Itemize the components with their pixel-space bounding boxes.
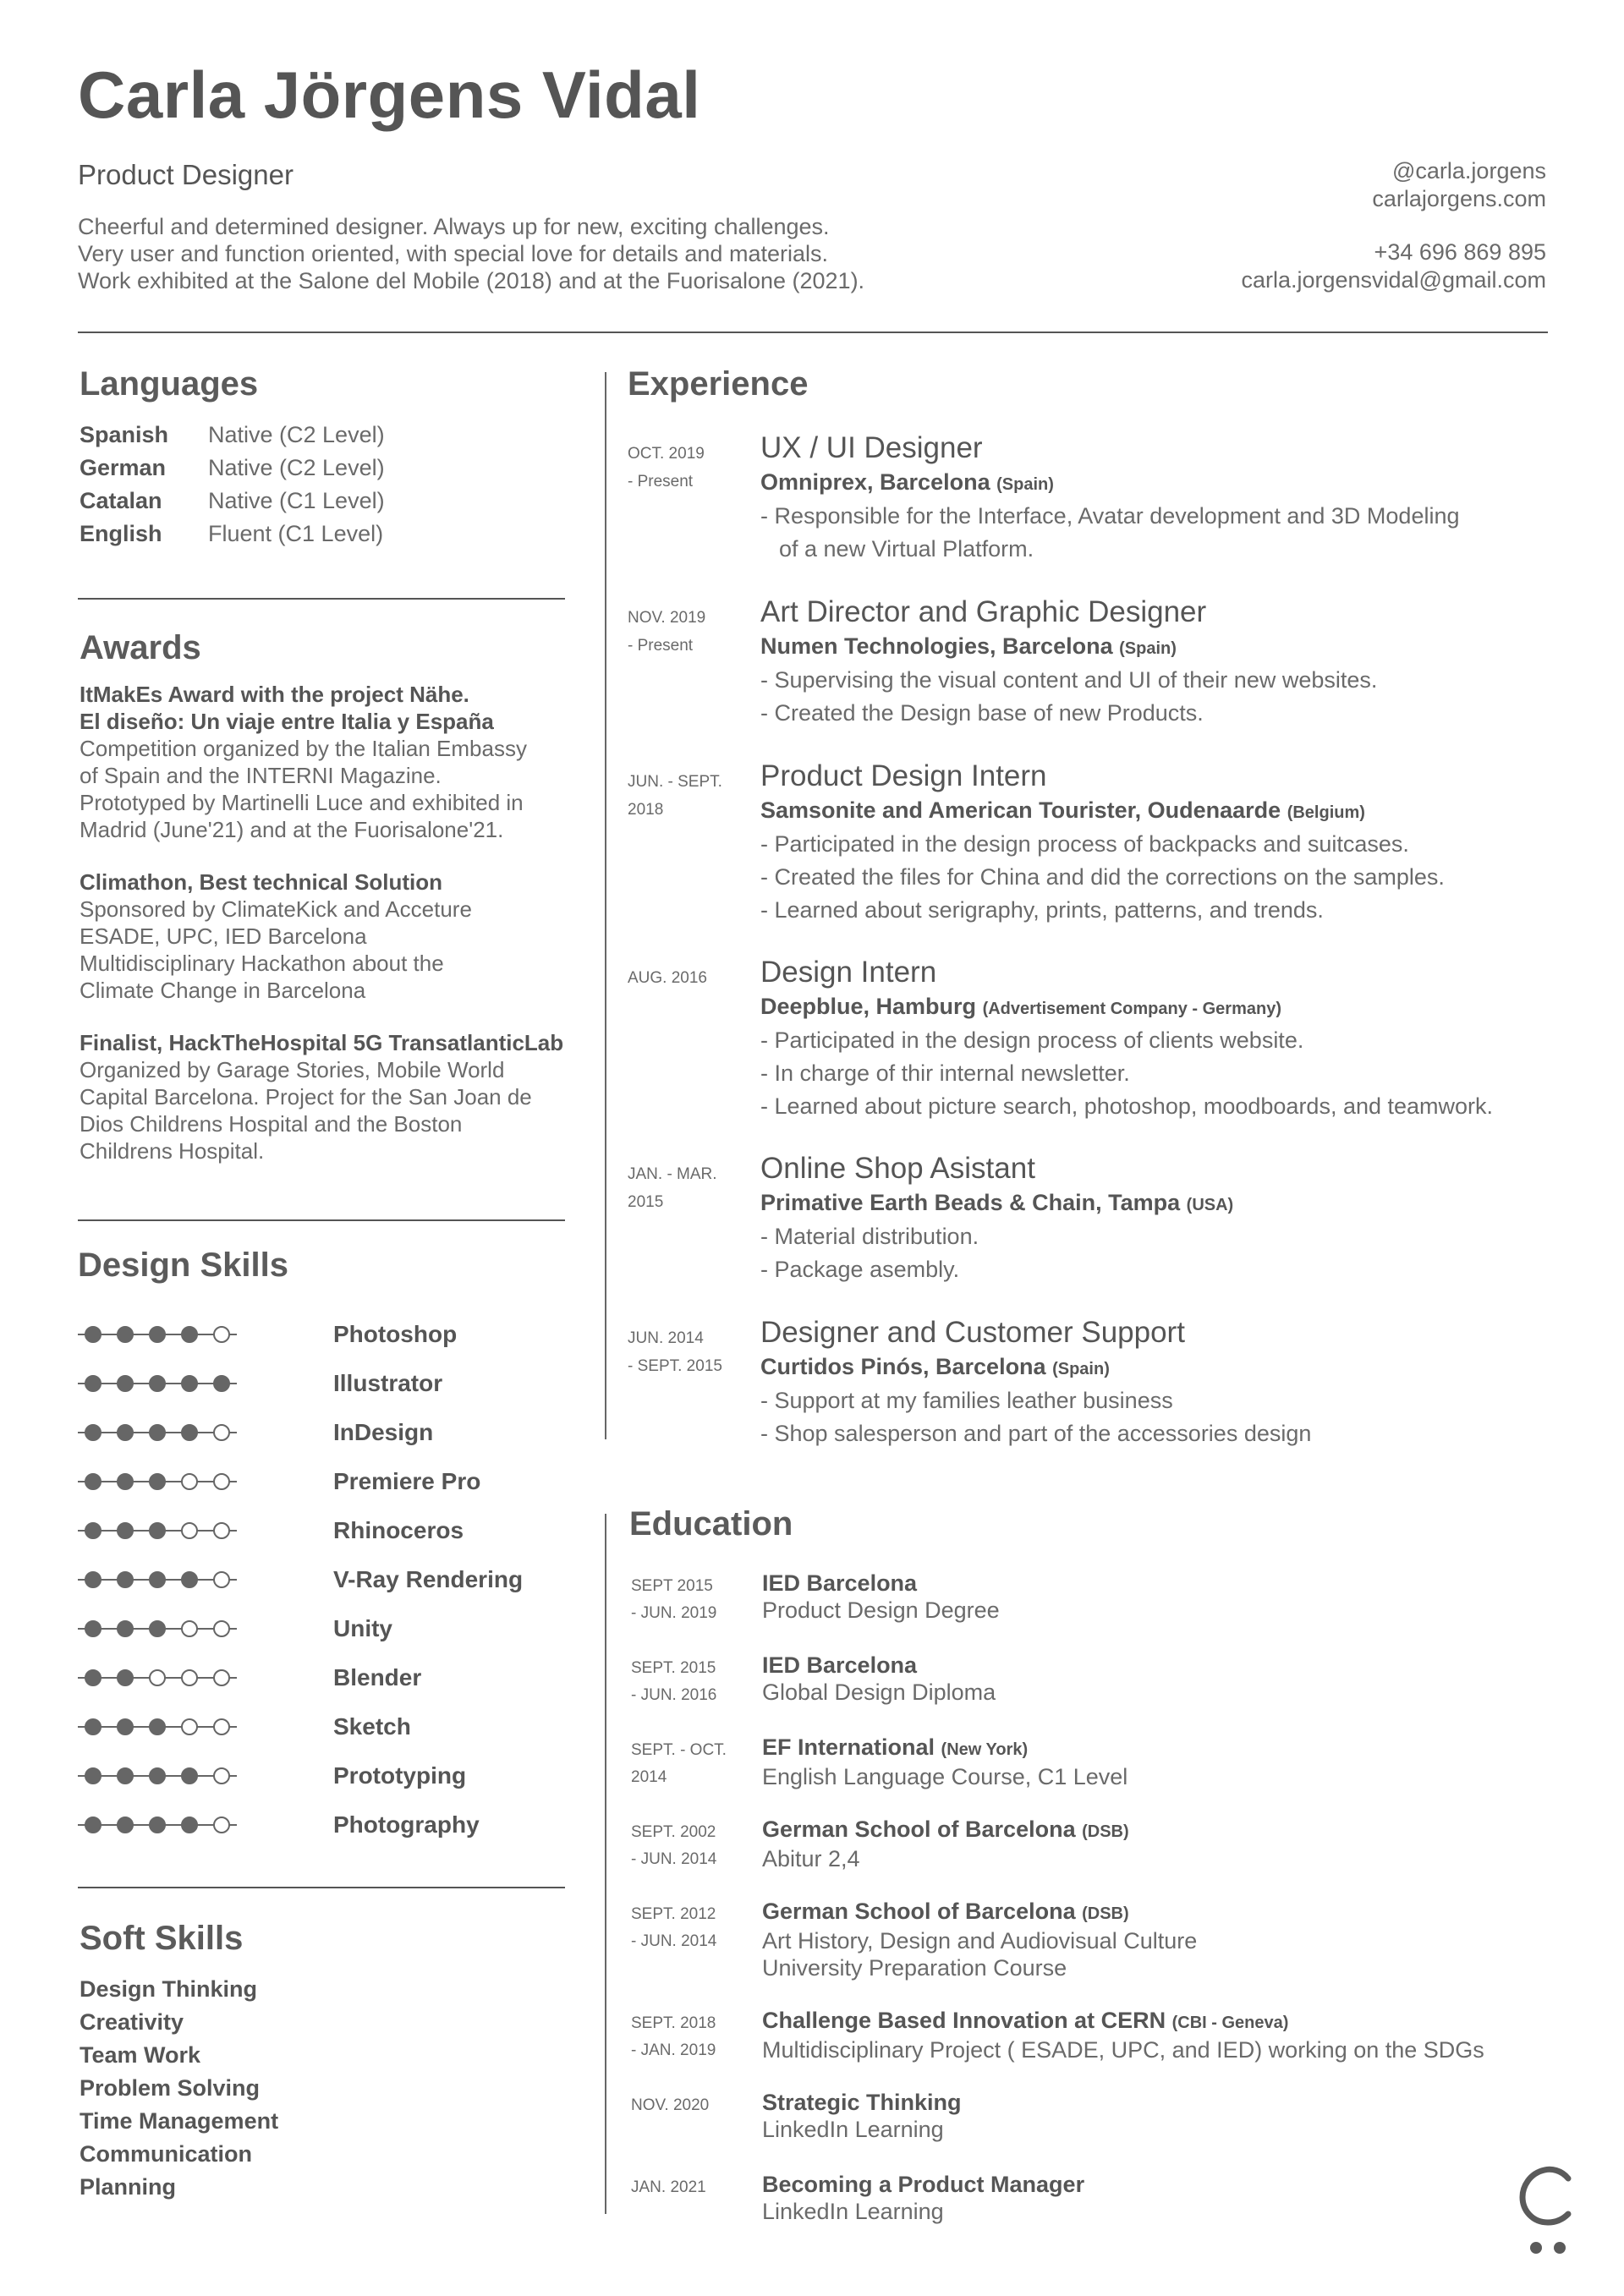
experience-bullet: - Shop salesperson and part of the accessories design <box>760 1421 1312 1446</box>
candidate-name: Carla Jörgens Vidal <box>78 58 701 132</box>
job-title: Product Design Intern <box>760 759 1047 792</box>
rating-dot-filled <box>85 1571 102 1588</box>
education-body <box>762 2089 1566 2143</box>
design-skills-list <box>78 1310 523 1849</box>
section-title: Soft Skills <box>80 1920 244 1957</box>
date-line: JUN. 2014 <box>628 1329 704 1347</box>
tagline <box>78 213 864 294</box>
rating-dot-filled <box>85 1767 102 1784</box>
date-line: - JUN. 2014 <box>631 1850 717 1868</box>
award-description: Competition organized by the Italian Embassy <box>80 736 527 761</box>
education-title: Education <box>629 1505 793 1543</box>
rating-dot-filled <box>85 1375 102 1392</box>
school <box>762 1898 1566 1927</box>
education-date <box>631 2174 749 2201</box>
education-body <box>762 2171 1566 2225</box>
date-line: - JUN. 2014 <box>631 1932 717 1950</box>
education-detail: Product Design Degree <box>762 1597 1000 1623</box>
section-divider <box>78 1887 565 1888</box>
date-line: 2015 <box>628 1193 664 1211</box>
tagline-line: Very user and function oriented, with special love for details and materials. <box>78 241 828 266</box>
award-description: Sponsored by ClimateKick and Acceture <box>80 896 472 922</box>
skill-row <box>78 1310 523 1359</box>
education-date <box>631 2010 749 2064</box>
award-title: Finalist, HackTheHospital 5G TransatlanticLab <box>80 1030 564 1055</box>
date-line: - JUN. 2016 <box>631 1686 717 1704</box>
section-title: Design Skills <box>78 1247 288 1284</box>
soft-skill: Team Work <box>80 2042 201 2068</box>
date-line: - SEPT. 2015 <box>628 1357 722 1375</box>
company-location: (Spain) <box>1052 1360 1110 1378</box>
language-name: Catalan <box>80 488 162 513</box>
experience-bullet: - Learned about serigraphy, prints, patterns, and trends. <box>760 897 1324 923</box>
education-detail: LinkedIn Learning <box>762 2199 944 2224</box>
date-line: AUG. 2016 <box>628 969 707 987</box>
phone-number[interactable]: +34 696 869 895 <box>1374 239 1546 265</box>
experience-body <box>760 594 1564 730</box>
experience-bullet: - Responsible for the Interface, Avatar development and 3D Modeling <box>760 503 1460 529</box>
rating-dot-empty <box>213 1669 230 1686</box>
rating-dot-filled <box>85 1620 102 1637</box>
education-detail: Multidisciplinary Project ( ESADE, UPC, and IED) working on the SDGs <box>762 2037 1484 2063</box>
school-name: German School of Barcelona <box>762 1899 1076 1924</box>
experience-title: Experience <box>628 365 809 403</box>
design-skills-section <box>78 1247 523 1849</box>
date-line: SEPT. 2002 <box>631 1823 716 1841</box>
school-location: (DSB) <box>1082 1904 1129 1923</box>
date-line: NOV. 2020 <box>631 2096 710 2114</box>
experience-body <box>760 1314 1564 1450</box>
skill-row <box>78 1359 523 1408</box>
education-body <box>762 1570 1566 1624</box>
soft-skill: Problem Solving <box>80 2075 261 2101</box>
language-row <box>80 419 385 452</box>
rating-dot-empty <box>213 1718 230 1735</box>
rating-dot-filled <box>149 1620 166 1637</box>
language-level: Fluent (C1 Level) <box>208 521 384 546</box>
school-name: German School of Barcelona <box>762 1817 1076 1842</box>
rating-dot-filled <box>149 1718 166 1735</box>
company-name: Curtidos Pinós, Barcelona <box>760 1354 1046 1379</box>
rating-dot-empty <box>181 1473 198 1490</box>
school-name: Becoming a Product Manager <box>762 2172 1085 2197</box>
column-divider <box>605 1514 606 2214</box>
rating-dot-filled <box>117 1669 134 1686</box>
section-title: Awards <box>80 629 201 666</box>
language-row <box>80 452 385 485</box>
languages-section <box>80 365 385 551</box>
education-date <box>631 2092 749 2119</box>
rating-dot-filled <box>213 1375 230 1392</box>
skill-rating <box>78 1472 237 1491</box>
company-name: Deepblue, Hamburg <box>760 994 977 1019</box>
rating-dot-empty <box>213 1767 230 1784</box>
award-title: El diseño: Un viaje entre Italia y España <box>80 709 494 734</box>
skill-row <box>78 1408 523 1457</box>
rating-dot-filled <box>117 1718 134 1735</box>
date-line: SEPT. 2012 <box>631 1905 716 1923</box>
date-line: OCT. 2019 <box>628 445 705 463</box>
rating-dot-filled <box>181 1571 198 1588</box>
language-level: Native (C2 Level) <box>208 422 385 447</box>
rating-dot-filled <box>181 1326 198 1343</box>
education-body <box>762 1734 1566 1790</box>
skill-row <box>78 1555 523 1604</box>
date-line: 2018 <box>628 801 664 819</box>
skill-row <box>78 1702 523 1751</box>
skill-rating <box>78 1570 237 1589</box>
rating-dot-filled <box>149 1424 166 1441</box>
job-title: Design Intern <box>760 956 937 989</box>
date-line: - Present <box>628 637 694 655</box>
skill-rating <box>78 1423 237 1442</box>
rating-dot-empty <box>213 1326 230 1343</box>
rating-dot-filled <box>117 1817 134 1833</box>
soft-skill: Communication <box>80 2141 253 2167</box>
skill-rating <box>78 1767 237 1785</box>
rating-dot-filled <box>85 1817 102 1833</box>
skill-name: Sketch <box>333 1713 411 1740</box>
rating-dot-filled <box>117 1473 134 1490</box>
rating-dot-empty <box>213 1571 230 1588</box>
award-description: Dios Childrens Hospital and the Boston <box>80 1111 463 1137</box>
date-line: SEPT 2015 <box>631 1577 713 1595</box>
award-item <box>80 1029 587 1164</box>
skill-name: V-Ray Rendering <box>333 1566 524 1592</box>
company-location: (USA) <box>1186 1196 1234 1214</box>
experience-date <box>628 964 746 992</box>
experience-bullet: - Supervising the visual content and UI of their new websites. <box>760 667 1378 693</box>
experience-bullet: - Created the Design base of new Products. <box>760 700 1204 726</box>
rating-dot-empty <box>213 1473 230 1490</box>
date-line: NOV. 2019 <box>628 609 706 627</box>
skill-row <box>78 1604 523 1653</box>
education-date <box>631 1901 749 1955</box>
experience-date <box>628 440 746 496</box>
date-line: SEPT. - OCT. <box>631 1741 727 1759</box>
company-name: Omniprex, Barcelona <box>760 469 990 495</box>
date-line: JUN. - SEPT. <box>628 773 722 791</box>
education-date <box>631 1819 749 1873</box>
company <box>760 1187 1564 1220</box>
company <box>760 467 1564 500</box>
contact-spacer <box>1241 213 1546 238</box>
education-detail: English Language Course, C1 Level <box>762 1764 1128 1789</box>
awards-list <box>80 681 587 1164</box>
company-location: (Spain) <box>1119 639 1177 658</box>
tagline-line: Work exhibited at the Salone del Mobile (2018) and at the Fuorisalone (2021). <box>78 268 865 293</box>
rating-dot-filled <box>117 1571 134 1588</box>
education-body <box>762 1816 1566 1872</box>
company <box>760 991 1564 1024</box>
skill-name: Photoshop <box>333 1321 458 1347</box>
rating-dot-filled <box>117 1424 134 1441</box>
experience-body <box>760 758 1564 927</box>
soft-skills-list <box>80 1973 278 2204</box>
tagline-line: Cheerful and determined designer. Always up for new, exciting challenges. <box>78 214 830 239</box>
award-description: Madrid (June'21) and at the Fuorisalone'21. <box>80 817 504 842</box>
date-line: - JUN. 2019 <box>631 1604 717 1622</box>
rating-dot-empty <box>181 1620 198 1637</box>
rating-dot-filled <box>85 1718 102 1735</box>
skill-name: Rhinoceros <box>333 1517 464 1543</box>
rating-dot-filled <box>85 1669 102 1686</box>
section-divider <box>78 1219 565 1221</box>
job-role: Product Designer <box>78 159 294 190</box>
school <box>762 2089 1566 2116</box>
skill-row <box>78 1506 523 1555</box>
skill-rating <box>78 1816 237 1834</box>
skill-row <box>78 1653 523 1702</box>
school-name: IED Barcelona <box>762 1570 918 1596</box>
job-title: UX / UI Designer <box>760 431 983 464</box>
skill-name: Prototyping <box>333 1762 467 1789</box>
experience-date <box>628 768 746 824</box>
soft-skills-section <box>80 1920 278 2204</box>
rating-dot-filled <box>117 1375 134 1392</box>
school <box>762 1734 1566 1763</box>
company-location: (Advertisement Company - Germany) <box>982 1000 1281 1018</box>
rating-dot-filled <box>117 1767 134 1784</box>
skill-rating <box>78 1521 237 1540</box>
skill-rating <box>78 1374 237 1393</box>
experience-bullet: - Material distribution. <box>760 1224 979 1249</box>
experience-bullet: of a new Virtual Platform. <box>779 536 1034 562</box>
rating-dot-filled <box>149 1375 166 1392</box>
language-level: Native (C1 Level) <box>208 488 385 513</box>
award-title: Climathon, Best technical Solution <box>80 869 443 895</box>
rating-dot-empty <box>149 1669 166 1686</box>
date-line: JAN. - MAR. <box>628 1165 717 1183</box>
award-item <box>80 869 587 1004</box>
skill-name: Photography <box>333 1811 480 1838</box>
skill-row <box>78 1800 523 1849</box>
experience-bullet: - Created the files for China and did the corrections on the samples. <box>760 864 1445 890</box>
languages-list <box>80 419 385 551</box>
school-location: (New York) <box>941 1740 1029 1759</box>
school-location: (DSB) <box>1082 1822 1129 1841</box>
job-title: Online Shop Asistant <box>760 1152 1035 1185</box>
date-line: 2014 <box>631 1768 667 1786</box>
award-title: ItMakEs Award with the project Nähe. <box>80 682 469 707</box>
soft-skill: Time Management <box>80 2108 279 2134</box>
soft-skill: Planning <box>80 2174 176 2200</box>
social-handle[interactable]: @carla.jorgens <box>1392 158 1546 184</box>
language-row <box>80 518 385 551</box>
skill-rating <box>78 1619 237 1638</box>
education-body <box>762 1652 1566 1706</box>
experience-date <box>628 1324 746 1380</box>
rating-dot-filled <box>181 1424 198 1441</box>
education-detail: Global Design Diploma <box>762 1680 996 1705</box>
award-description: of Spain and the INTERNI Magazine. <box>80 763 442 788</box>
skill-name: InDesign <box>333 1419 434 1445</box>
company-name: Primative Earth Beads & Chain, Tampa <box>760 1190 1181 1215</box>
skill-name: Blender <box>333 1664 422 1690</box>
date-line: - JAN. 2019 <box>631 2041 716 2059</box>
rating-dot-filled <box>85 1424 102 1441</box>
rating-dot-filled <box>181 1375 198 1392</box>
rating-dot-empty <box>213 1817 230 1833</box>
skill-row <box>78 1457 523 1506</box>
school <box>762 1570 1566 1597</box>
school-name: IED Barcelona <box>762 1652 918 1678</box>
section-title: Languages <box>80 365 259 403</box>
date-line: JAN. 2021 <box>631 2178 706 2196</box>
rating-dot-empty <box>181 1522 198 1539</box>
award-description: Capital Barcelona. Project for the San Joan de <box>80 1084 532 1110</box>
award-description: Organized by Garage Stories, Mobile World <box>80 1057 505 1082</box>
skill-rating <box>78 1325 237 1344</box>
rating-dot-empty <box>213 1522 230 1539</box>
soft-skill: Creativity <box>80 2009 184 2035</box>
education-body <box>762 2007 1566 2063</box>
rating-dot-filled <box>149 1326 166 1343</box>
school-location: (CBI - Geneva) <box>1171 2014 1289 2032</box>
language-name: Spanish <box>80 422 169 447</box>
monogram-logo-icon <box>1517 2165 1580 2258</box>
job-title: Art Director and Graphic Designer <box>760 595 1207 628</box>
award-item <box>80 681 587 843</box>
rating-dot-empty <box>181 1669 198 1686</box>
experience-date <box>628 1160 746 1216</box>
company <box>760 1351 1564 1384</box>
education-detail: Abitur 2,4 <box>762 1846 860 1871</box>
language-row <box>80 485 385 518</box>
experience-bullet: - Learned about picture search, photoshop, moodboards, and teamwork. <box>760 1093 1494 1119</box>
experience-date <box>628 604 746 660</box>
rating-dot-filled <box>149 1571 166 1588</box>
contact-block <box>1241 157 1546 294</box>
date-line: - Present <box>628 473 694 490</box>
rating-dot-filled <box>181 1817 198 1833</box>
award-description: Climate Change in Barcelona <box>80 978 366 1003</box>
skill-row <box>78 1751 523 1800</box>
rating-dot-filled <box>149 1522 166 1539</box>
awards-section <box>80 629 587 1190</box>
column-divider <box>605 372 606 1439</box>
experience-bullet: - Support at my families leather business <box>760 1388 1173 1413</box>
award-description: Multidisciplinary Hackathon about the <box>80 951 444 976</box>
experience-bullet: - In charge of thir internal newsletter. <box>760 1060 1130 1086</box>
language-level: Native (C2 Level) <box>208 455 385 480</box>
rating-dot-empty <box>213 1424 230 1441</box>
experience-body <box>760 430 1564 566</box>
section-divider <box>78 598 565 600</box>
award-description: Childrens Hospital. <box>80 1138 265 1164</box>
experience-bullet: - Package asembly. <box>760 1257 960 1282</box>
skill-name: Unity <box>333 1615 392 1641</box>
skill-rating <box>78 1718 237 1736</box>
company <box>760 795 1564 828</box>
rating-dot-filled <box>117 1522 134 1539</box>
website-link[interactable]: carlajorgens.com <box>1372 186 1546 211</box>
company-name: Numen Technologies, Barcelona <box>760 633 1113 659</box>
rating-dot-filled <box>117 1326 134 1343</box>
school-name: Strategic Thinking <box>762 2090 962 2115</box>
date-line: SEPT. 2015 <box>631 1659 716 1677</box>
education-detail: LinkedIn Learning <box>762 2117 944 2142</box>
company-location: (Belgium) <box>1287 803 1365 822</box>
school <box>762 1652 1566 1679</box>
award-description: ESADE, UPC, IED Barcelona <box>80 923 367 949</box>
experience-body <box>760 954 1564 1123</box>
experience-body <box>760 1150 1564 1286</box>
email-link[interactable]: carla.jorgensvidal@gmail.com <box>1241 267 1546 293</box>
education-detail: Art History, Design and Audiovisual Culture <box>762 1928 1198 1954</box>
company-location: (Spain) <box>996 475 1054 494</box>
soft-skill: Design Thinking <box>80 1976 258 2002</box>
language-name: English <box>80 521 162 546</box>
rating-dot-filled <box>149 1473 166 1490</box>
experience-bullet: - Participated in the design process of backpacks and suitcases. <box>760 831 1409 857</box>
rating-dot-filled <box>149 1767 166 1784</box>
rating-dot-filled <box>85 1522 102 1539</box>
school-name: Challenge Based Innovation at CERN <box>762 2008 1166 2033</box>
school-name: EF International <box>762 1734 935 1760</box>
rating-dot-filled <box>117 1620 134 1637</box>
education-date <box>631 1737 749 1791</box>
rating-dot-filled <box>85 1326 102 1343</box>
skill-name: Premiere Pro <box>333 1468 481 1494</box>
education-date <box>631 1573 749 1627</box>
education-detail: University Preparation Course <box>762 1955 1067 1981</box>
skill-name: Illustrator <box>333 1370 443 1396</box>
education-date <box>631 1655 749 1709</box>
school <box>762 2007 1566 2036</box>
award-description: Prototyped by Martinelli Luce and exhibited in <box>80 790 524 815</box>
company <box>760 631 1564 664</box>
job-title: Designer and Customer Support <box>760 1316 1185 1349</box>
rating-dot-empty <box>181 1718 198 1735</box>
school <box>762 1816 1566 1845</box>
rating-dot-filled <box>85 1473 102 1490</box>
rating-dot-empty <box>213 1620 230 1637</box>
rating-dot-filled <box>149 1817 166 1833</box>
school <box>762 2171 1566 2198</box>
header-divider <box>78 332 1548 333</box>
rating-dot-filled <box>181 1767 198 1784</box>
company-name: Samsonite and American Tourister, Oudenaarde <box>760 797 1281 823</box>
education-body <box>762 1898 1566 1981</box>
date-line: SEPT. 2018 <box>631 2014 716 2032</box>
skill-rating <box>78 1669 237 1687</box>
language-name: German <box>80 455 167 480</box>
experience-bullet: - Participated in the design process of clients website. <box>760 1027 1304 1053</box>
